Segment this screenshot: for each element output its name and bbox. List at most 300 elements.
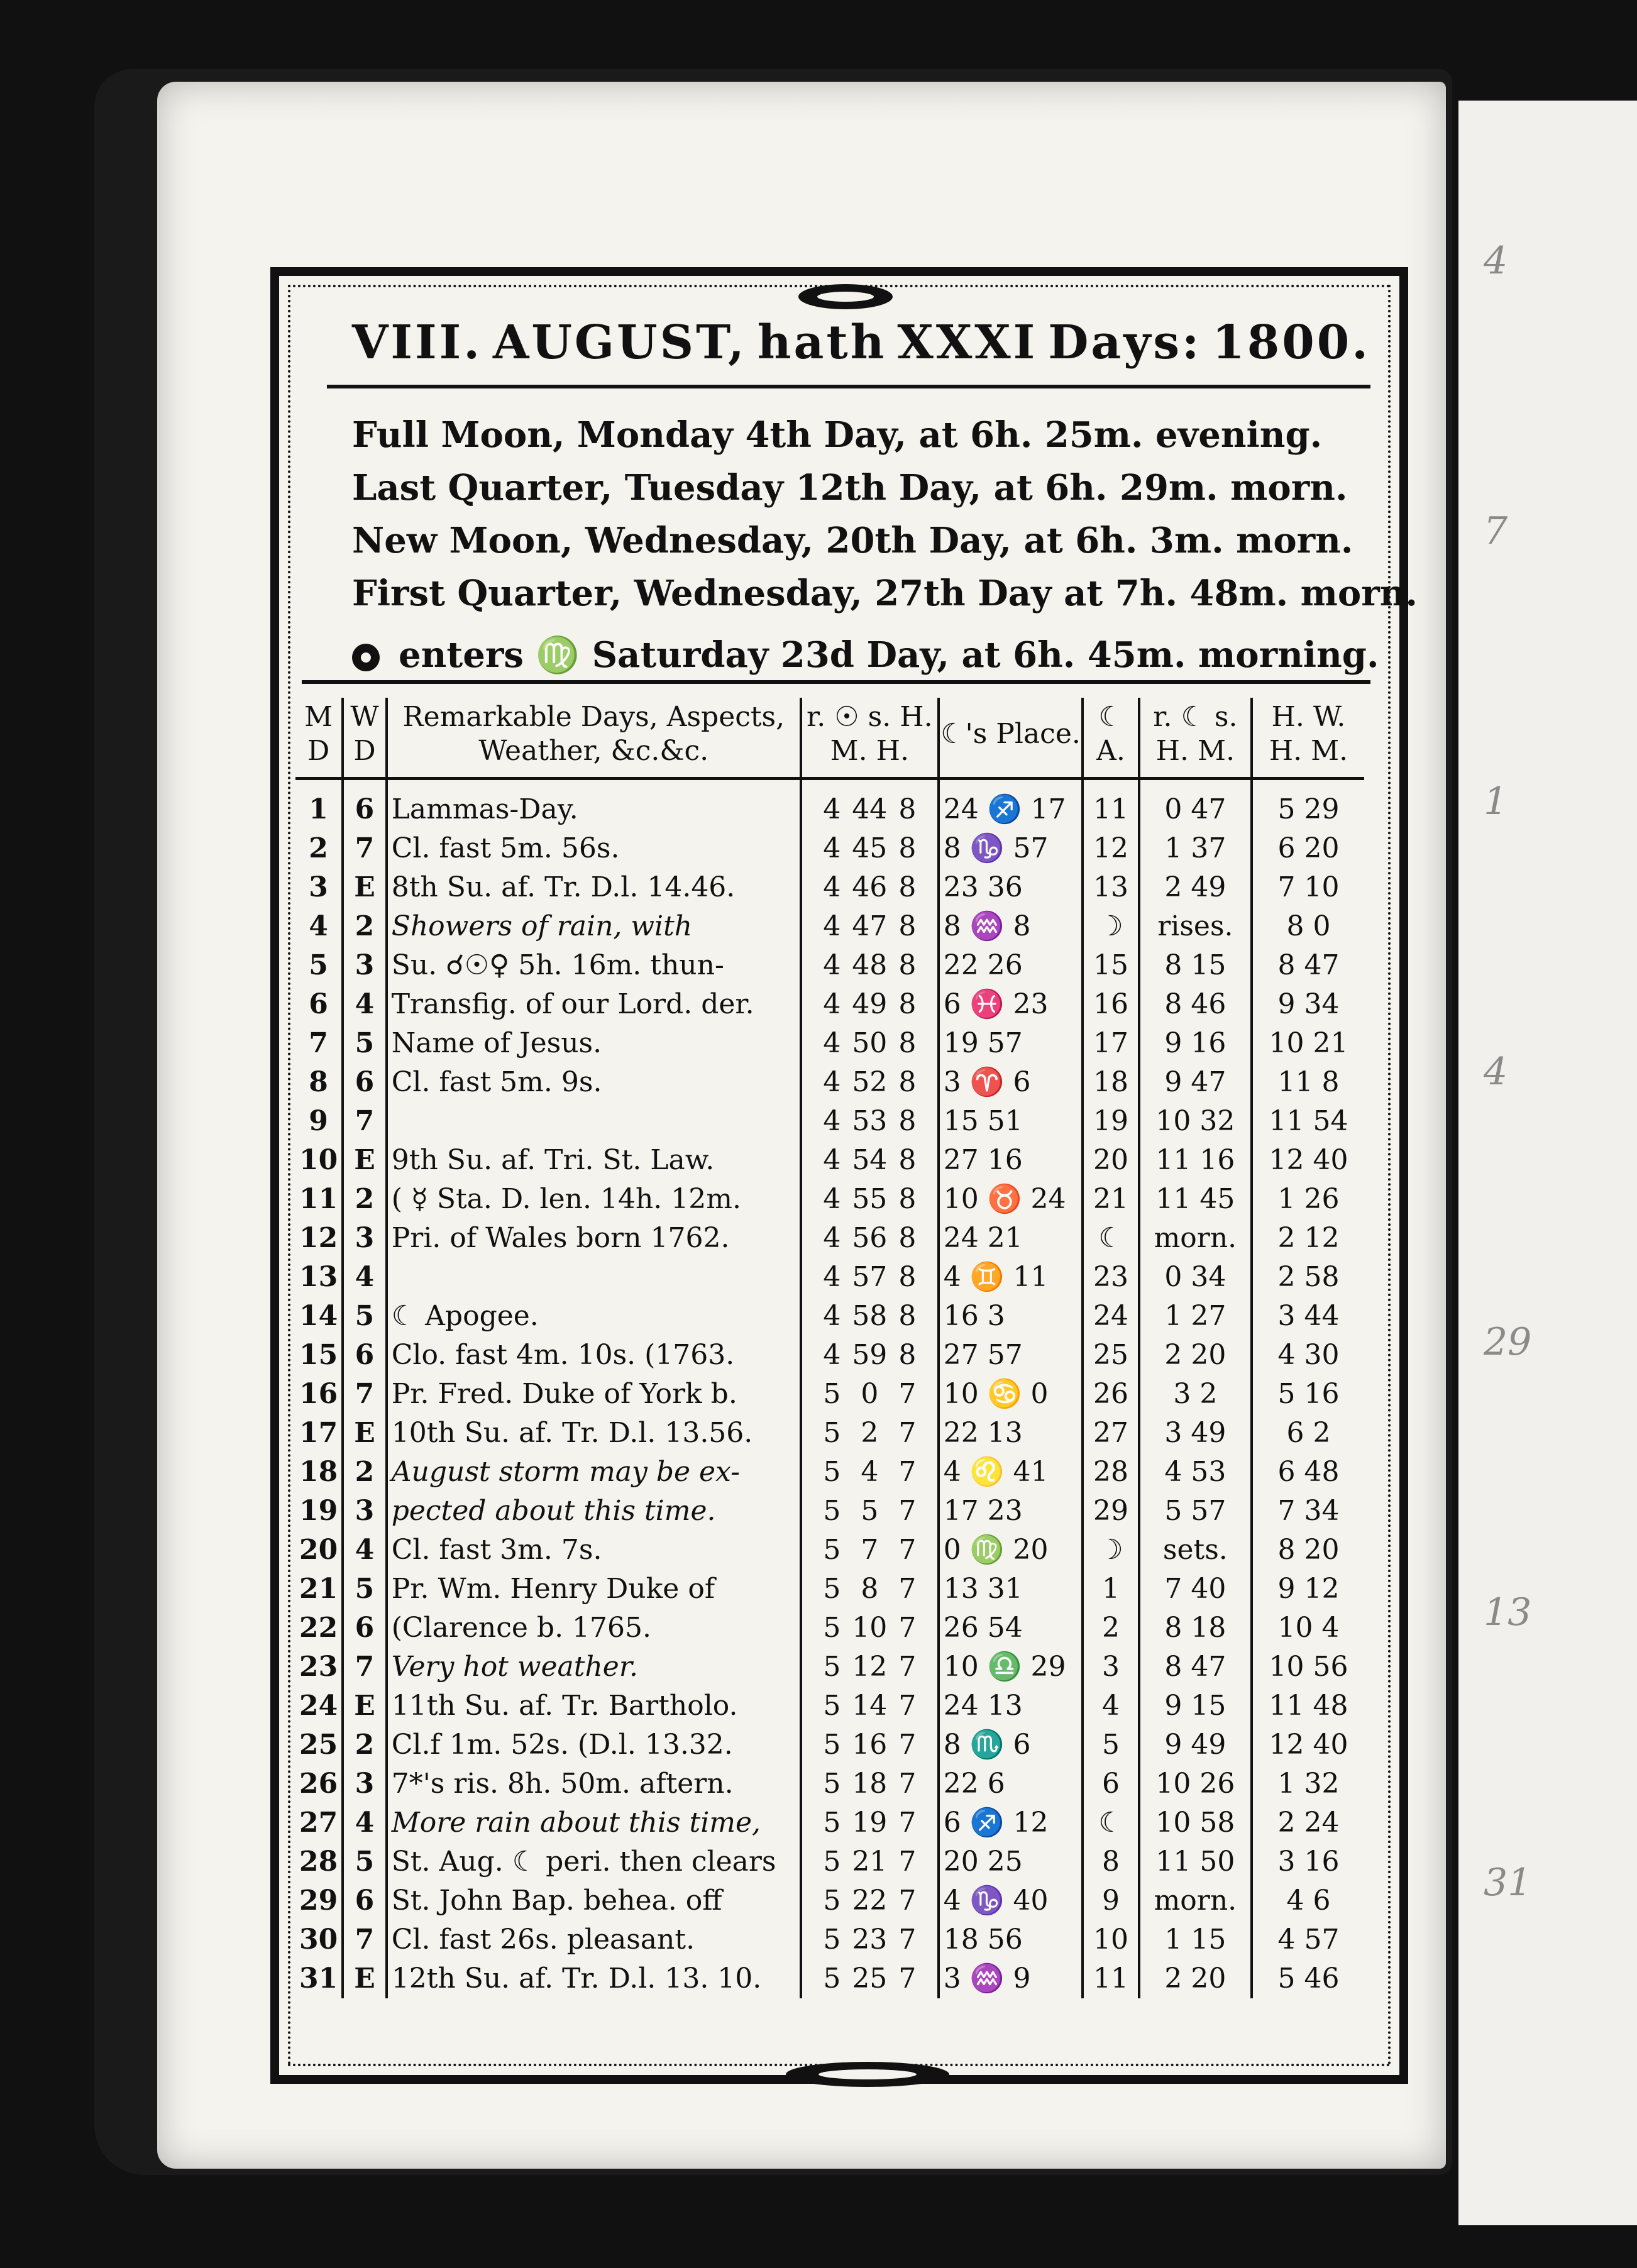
day-of-month: 24 [295, 1687, 343, 1726]
day-of-month: 27 [295, 1803, 343, 1842]
moon-age-cell: 19 [1083, 1102, 1139, 1141]
moon-rise-set-cell: 1 15 [1139, 1920, 1252, 1959]
remark-cell: August storm may be ex- [387, 1453, 801, 1492]
moon-age-cell: ☾ [1083, 1219, 1139, 1258]
sunrise-minute: 5 [861, 1495, 879, 1527]
high-water-cell: 10 21 [1269, 1027, 1348, 1059]
sunrise-minute: 19 [852, 1807, 888, 1839]
moon-rise-set-cell: 9 16 [1139, 1024, 1252, 1063]
sun-cell [801, 1881, 939, 1920]
sunrise-hour: 4 [823, 1066, 841, 1098]
day-of-week: 3 [343, 1492, 386, 1531]
day-of-month: 2 [295, 829, 343, 868]
day-of-month: 26 [295, 1764, 343, 1803]
high-water-cell: 5 29 [1277, 793, 1340, 825]
sunset-hour: 8 [898, 1339, 917, 1371]
moon-place-cell: 3 ♒ 9 [939, 1959, 1083, 1998]
moon-rise-set-cell: 4 53 [1139, 1453, 1252, 1492]
remark-cell: Cl.f 1m. 52s. (D.l. 13.32. [387, 1726, 801, 1764]
moon-age-cell: 13 [1083, 868, 1139, 907]
moon-rise-set-cell: 1 27 [1139, 1297, 1252, 1336]
day-of-week: E [343, 868, 386, 907]
facing-page-mark: 13 [1484, 1590, 1532, 1634]
sun-entry-line [352, 629, 1377, 681]
day-of-month: 8 [295, 1063, 343, 1102]
sunset-hour: 8 [898, 1222, 917, 1254]
day-of-week: E [343, 1141, 386, 1180]
day-of-week: 2 [343, 907, 386, 946]
remark-cell: Pri. of Wales born 1762. [387, 1219, 801, 1258]
month-number: VIII. [352, 316, 483, 370]
remark-cell: 8th Su. af. Tr. D.l. 14.46. [387, 868, 801, 907]
day-of-month: 28 [295, 1842, 343, 1881]
sunset-hour: 8 [898, 949, 917, 981]
sunset-hour: 7 [898, 1807, 917, 1839]
sunrise-minute: 48 [852, 949, 888, 981]
header-remarks: Remarkable Days, Aspects, Weather, &c.&c. [387, 698, 801, 779]
sunrise-minute: 54 [852, 1144, 888, 1176]
moon-place-cell: 18 56 [939, 1920, 1083, 1959]
day-of-month: 17 [295, 1414, 343, 1453]
sunset-hour: 7 [898, 1729, 917, 1761]
table-row [295, 1920, 1364, 1959]
high-water-cell: 5 46 [1277, 1962, 1340, 1995]
moon-age-cell: ☾ [1083, 1803, 1139, 1842]
sun-cell [801, 1219, 939, 1258]
sunset-hour: 7 [898, 1612, 917, 1644]
header-high-water: H. W. H. M. [1252, 698, 1364, 779]
table-row [295, 1063, 1364, 1102]
day-of-month: 16 [295, 1375, 343, 1414]
high-water-cell: 3 16 [1277, 1846, 1340, 1878]
sunset-hour: 7 [898, 1768, 917, 1800]
day-of-month: 6 [295, 985, 343, 1024]
moon-age-cell: 4 [1083, 1687, 1139, 1726]
sun-cell [801, 1180, 939, 1219]
sunrise-hour: 5 [823, 1534, 841, 1566]
sunset-hour: 8 [898, 871, 917, 903]
moon-rise-set-cell: 2 20 [1139, 1336, 1252, 1375]
day-of-month: 4 [295, 907, 343, 946]
high-water-cell: 2 12 [1277, 1222, 1340, 1254]
sunrise-hour: 4 [823, 988, 841, 1020]
sunrise-minute: 59 [852, 1339, 888, 1371]
year: 1800. [1212, 316, 1370, 370]
day-of-month: 12 [295, 1219, 343, 1258]
sunrise-hour: 4 [823, 832, 841, 864]
day-of-week: 4 [343, 1258, 386, 1297]
sun-cell [801, 1375, 939, 1414]
sunset-hour: 7 [898, 1456, 917, 1488]
high-water-cell: 4 6 [1286, 1885, 1331, 1917]
facing-page-mark: 1 [1484, 779, 1508, 823]
moon-rise-set-cell: 9 15 [1139, 1687, 1252, 1726]
moon-place-cell: 19 57 [939, 1024, 1083, 1063]
facing-page-mark: 31 [1484, 1861, 1532, 1905]
high-water-cell: 5 16 [1277, 1378, 1340, 1410]
sunset-hour: 8 [898, 1183, 917, 1215]
sun-cell [801, 1764, 939, 1803]
day-of-week: 5 [343, 1024, 386, 1063]
sunrise-hour: 5 [823, 1573, 841, 1605]
sunrise-hour: 4 [823, 871, 841, 903]
moon-rise-set-cell: 10 26 [1139, 1764, 1252, 1803]
sunset-hour: 7 [898, 1924, 917, 1956]
sunrise-minute: 8 [861, 1573, 879, 1605]
day-of-week: 7 [343, 1920, 386, 1959]
day-of-week: 6 [343, 1336, 386, 1375]
sunrise-hour: 5 [823, 1456, 841, 1488]
sunrise-minute: 14 [852, 1690, 888, 1722]
sunrise-hour: 4 [823, 1105, 841, 1137]
days-roman: XXXI [897, 316, 1038, 370]
high-water-cell: 3 44 [1277, 1300, 1340, 1332]
moon-rise-set-cell: 0 47 [1139, 779, 1252, 830]
calendar-table [295, 698, 1364, 1998]
sunset-hour: 7 [898, 1534, 917, 1566]
remark-cell: 11th Su. af. Tr. Bartholo. [387, 1687, 801, 1726]
day-of-week: 2 [343, 1453, 386, 1492]
sunrise-minute: 2 [861, 1417, 879, 1449]
day-of-week: E [343, 1687, 386, 1726]
high-water-cell: 4 30 [1277, 1339, 1340, 1371]
moon-rise-set-cell: 7 40 [1139, 1570, 1252, 1609]
sun-cell [801, 985, 939, 1024]
remark-cell: Cl. fast 3m. 7s. [387, 1531, 801, 1570]
moon-place-cell: 8 ♏ 6 [939, 1726, 1083, 1764]
moon-rise-set-cell: 1 37 [1139, 829, 1252, 868]
remark-cell: Lammas-Day. [387, 779, 801, 830]
day-of-week: 4 [343, 1531, 386, 1570]
day-of-month: 18 [295, 1453, 343, 1492]
sunrise-minute: 58 [852, 1300, 888, 1332]
sun-cell [801, 1959, 939, 1998]
day-of-month: 19 [295, 1492, 343, 1531]
moon-age-cell: 28 [1083, 1453, 1139, 1492]
high-water-cell: 10 4 [1277, 1612, 1340, 1644]
moon-age-cell: 29 [1083, 1492, 1139, 1531]
sunset-hour: 7 [898, 1846, 917, 1878]
day-of-week: 7 [343, 829, 386, 868]
sunrise-hour: 5 [823, 1807, 841, 1839]
moon-rise-set-cell: morn. [1139, 1219, 1252, 1258]
remark-cell: Transfig. of our Lord. der. [387, 985, 801, 1024]
moon-age-cell: 20 [1083, 1141, 1139, 1180]
table-row [295, 1141, 1364, 1180]
hath-word: hath [757, 316, 887, 370]
phase-new-moon: New Moon, Wednesday, 20th Day, at 6h. 3m. morn. [352, 520, 1353, 561]
day-of-month: 14 [295, 1297, 343, 1336]
high-water-cell: 4 57 [1277, 1924, 1340, 1956]
sunrise-hour: 5 [823, 1924, 841, 1956]
table-row [295, 1726, 1364, 1764]
moon-rise-set-cell: 10 32 [1139, 1102, 1252, 1141]
high-water-cell: 12 40 [1269, 1144, 1348, 1176]
high-water-cell: 8 47 [1277, 949, 1340, 981]
sunset-hour: 7 [898, 1378, 917, 1410]
high-water-cell: 8 20 [1277, 1534, 1340, 1566]
sunset-hour: 8 [898, 988, 917, 1020]
table-row [295, 907, 1364, 946]
facing-page-mark: 4 [1484, 1050, 1508, 1094]
sunrise-minute: 57 [852, 1261, 888, 1293]
day-of-week: 6 [343, 1609, 386, 1648]
sun-cell [801, 1024, 939, 1063]
remark-cell: Pr. Wm. Henry Duke of [387, 1570, 801, 1609]
remark-cell: 12th Su. af. Tr. D.l. 13. 10. [387, 1959, 801, 1998]
high-water-cell: 10 56 [1269, 1651, 1348, 1683]
sunrise-hour: 5 [823, 1846, 841, 1878]
sunrise-minute: 4 [861, 1456, 879, 1488]
table-row [295, 1842, 1364, 1881]
phase-full-moon: Full Moon, Monday 4th Day, at 6h. 25m. evening. [352, 414, 1323, 456]
moon-age-cell: 18 [1083, 1063, 1139, 1102]
sunrise-minute: 47 [852, 910, 888, 942]
remark-cell: Cl. fast 26s. pleasant. [387, 1920, 801, 1959]
day-of-week: 2 [343, 1180, 386, 1219]
moon-place-cell: 10 ♉ 24 [939, 1180, 1083, 1219]
sun-cell [801, 1726, 939, 1764]
moon-age-cell: 9 [1083, 1881, 1139, 1920]
moon-rise-set-cell: 2 49 [1139, 868, 1252, 907]
moon-place-cell: 22 26 [939, 946, 1083, 985]
header-wd: W D [343, 698, 386, 779]
day-of-month: 21 [295, 1570, 343, 1609]
moon-place-cell: 15 51 [939, 1102, 1083, 1141]
day-of-week: 3 [343, 1219, 386, 1258]
moon-place-cell: 27 16 [939, 1141, 1083, 1180]
day-of-month: 9 [295, 1102, 343, 1141]
sunrise-hour: 4 [823, 1300, 841, 1332]
table-row [295, 985, 1364, 1024]
high-water-cell: 6 20 [1277, 832, 1340, 864]
moon-age-cell: 21 [1083, 1180, 1139, 1219]
moon-age-cell: 8 [1083, 1842, 1139, 1881]
sunset-hour: 8 [898, 1105, 917, 1137]
sun-icon [352, 644, 380, 671]
moon-place-cell: 16 3 [939, 1297, 1083, 1336]
table-row [295, 1492, 1364, 1531]
sun-cell [801, 1803, 939, 1842]
table-row [295, 1570, 1364, 1609]
high-water-cell: 1 32 [1277, 1768, 1340, 1800]
sunset-hour: 8 [898, 910, 917, 942]
remark-cell: Showers of rain, with [387, 907, 801, 946]
table-row [295, 1803, 1364, 1842]
sunrise-hour: 5 [823, 1612, 841, 1644]
moon-age-cell: 5 [1083, 1726, 1139, 1764]
remark-cell: Cl. fast 5m. 9s. [387, 1063, 801, 1102]
remark-cell: Pr. Fred. Duke of York b. [387, 1375, 801, 1414]
remark-cell: 7*'s ris. 8h. 50m. aftern. [387, 1764, 801, 1803]
high-water-cell: 9 12 [1277, 1573, 1340, 1605]
moon-place-cell: 13 31 [939, 1570, 1083, 1609]
sunrise-hour: 4 [823, 1339, 841, 1371]
sunrise-hour: 4 [823, 910, 841, 942]
sunrise-hour: 5 [823, 1962, 841, 1995]
sunrise-hour: 4 [823, 1222, 841, 1254]
moon-place-cell: 26 54 [939, 1609, 1083, 1648]
table-row [295, 1258, 1364, 1297]
high-water-cell: 2 24 [1277, 1807, 1340, 1839]
table-row [295, 1453, 1364, 1492]
day-of-week: 3 [343, 946, 386, 985]
moon-place-cell: 6 ♐ 12 [939, 1803, 1083, 1842]
title-rule [327, 385, 1370, 388]
remark-cell [387, 1258, 801, 1297]
table-row [295, 1609, 1364, 1648]
sun-cell [801, 1570, 939, 1609]
sun-cell [801, 1687, 939, 1726]
moon-rise-set-cell: 3 2 [1139, 1375, 1252, 1414]
moon-age-cell: 16 [1083, 985, 1139, 1024]
sunrise-hour: 4 [823, 949, 841, 981]
sunrise-hour: 5 [823, 1495, 841, 1527]
table-row [295, 868, 1364, 907]
moon-place-cell: 10 ♋ 0 [939, 1375, 1083, 1414]
high-water-cell: 2 58 [1277, 1261, 1340, 1293]
day-of-week: 6 [343, 779, 386, 830]
high-water-cell: 6 2 [1286, 1417, 1331, 1449]
moon-age-cell: 25 [1083, 1336, 1139, 1375]
sunrise-minute: 53 [852, 1105, 888, 1137]
moon-place-cell: 23 36 [939, 868, 1083, 907]
moon-rise-set-cell: 8 18 [1139, 1609, 1252, 1648]
moon-age-cell: 3 [1083, 1648, 1139, 1687]
moon-rise-set-cell: 3 49 [1139, 1414, 1252, 1453]
moon-place-cell: 24 13 [939, 1687, 1083, 1726]
remark-cell: Clo. fast 4m. 10s. (1763. [387, 1336, 801, 1375]
remark-cell: St. John Bap. behea. off [387, 1881, 801, 1920]
sunrise-hour: 4 [823, 1183, 841, 1215]
sun-cell [801, 1842, 939, 1881]
day-of-week: 3 [343, 1764, 386, 1803]
high-water-cell: 11 54 [1269, 1105, 1348, 1137]
high-water-cell: 7 34 [1277, 1495, 1340, 1527]
sun-cell [801, 1609, 939, 1648]
moon-rise-set-cell: 11 45 [1139, 1180, 1252, 1219]
sunrise-minute: 7 [861, 1534, 879, 1566]
sunset-hour: 7 [898, 1962, 917, 1995]
table-row [295, 1764, 1364, 1803]
day-of-week: E [343, 1414, 386, 1453]
sunset-hour: 7 [898, 1690, 917, 1722]
table-row [295, 1531, 1364, 1570]
sunrise-minute: 21 [852, 1846, 888, 1878]
header-age: ☾ A. [1083, 698, 1139, 779]
day-of-month: 7 [295, 1024, 343, 1063]
sunrise-minute: 50 [852, 1027, 888, 1059]
sunrise-minute: 49 [852, 988, 888, 1020]
sunrise-minute: 23 [852, 1924, 888, 1956]
moon-rise-set-cell: morn. [1139, 1881, 1252, 1920]
remark-cell: Name of Jesus. [387, 1024, 801, 1063]
remark-cell: More rain about this time, [387, 1803, 801, 1842]
high-water-cell: 6 48 [1277, 1456, 1340, 1488]
sunrise-minute: 18 [852, 1768, 888, 1800]
remark-cell: (Clarence b. 1765. [387, 1609, 801, 1648]
day-of-week: E [343, 1959, 386, 1998]
moon-place-cell: 17 23 [939, 1492, 1083, 1531]
sun-cell [801, 1453, 939, 1492]
table-row [295, 946, 1364, 985]
sunrise-minute: 46 [852, 871, 888, 903]
sunset-hour: 8 [898, 832, 917, 864]
header-md: M D [295, 698, 343, 779]
table-row [295, 1336, 1364, 1375]
moon-age-cell: 15 [1083, 946, 1139, 985]
sunrise-hour: 5 [823, 1885, 841, 1917]
day-of-month: 1 [295, 779, 343, 830]
moon-rise-set-cell: 11 50 [1139, 1842, 1252, 1881]
high-water-cell: 1 26 [1277, 1183, 1340, 1215]
day-of-week: 7 [343, 1102, 386, 1141]
day-of-week: 2 [343, 1726, 386, 1764]
sunset-hour: 7 [898, 1885, 917, 1917]
moon-rise-set-cell: 9 49 [1139, 1726, 1252, 1764]
moon-place-cell: 4 ♑ 40 [939, 1881, 1083, 1920]
moon-age-cell: 11 [1083, 779, 1139, 830]
moon-rise-set-cell: rises. [1139, 907, 1252, 946]
header-place: ☾'s Place. [939, 698, 1083, 779]
sun-cell [801, 1336, 939, 1375]
table-row [295, 1881, 1364, 1920]
moon-place-cell: 4 ♊ 11 [939, 1258, 1083, 1297]
table-row [295, 1414, 1364, 1453]
moon-rise-set-cell: 5 57 [1139, 1492, 1252, 1531]
sun-cell [801, 1141, 939, 1180]
moon-place-cell: 3 ♈ 6 [939, 1063, 1083, 1102]
moon-place-cell: 24 21 [939, 1219, 1083, 1258]
day-of-week: 6 [343, 1881, 386, 1920]
sun-cell [801, 1102, 939, 1141]
moon-age-cell: 1 [1083, 1570, 1139, 1609]
facing-page [1458, 101, 1637, 2225]
remark-cell: 10th Su. af. Tr. D.l. 13.56. [387, 1414, 801, 1453]
day-of-month: 29 [295, 1881, 343, 1920]
moon-age-cell: 23 [1083, 1258, 1139, 1297]
moon-place-cell: 22 6 [939, 1764, 1083, 1803]
table-row [295, 1687, 1364, 1726]
moon-phases [352, 409, 1418, 681]
sunrise-hour: 5 [823, 1378, 841, 1410]
day-of-week: 4 [343, 1803, 386, 1842]
sunset-hour: 8 [898, 1066, 917, 1098]
high-water-cell: 11 8 [1277, 1066, 1340, 1098]
day-of-month: 15 [295, 1336, 343, 1375]
table-header-row [295, 698, 1364, 779]
table-row [295, 1375, 1364, 1414]
moon-age-cell: 24 [1083, 1297, 1139, 1336]
sunset-hour: 8 [898, 1261, 917, 1293]
table-row [295, 1959, 1364, 1998]
sunrise-minute: 10 [852, 1612, 888, 1644]
moon-age-cell: ☽ [1083, 907, 1139, 946]
days-label: Days: [1048, 316, 1202, 370]
high-water-cell: 9 34 [1277, 988, 1340, 1020]
moon-place-cell: 4 ♌ 41 [939, 1453, 1083, 1492]
sunrise-minute: 22 [852, 1885, 888, 1917]
table-row [295, 1102, 1364, 1141]
sunrise-minute: 56 [852, 1222, 888, 1254]
table-row [295, 1297, 1364, 1336]
sunrise-hour: 5 [823, 1690, 841, 1722]
sunrise-hour: 4 [823, 1261, 841, 1293]
bottom-ornament [786, 2062, 949, 2087]
table-row [295, 1648, 1364, 1687]
day-of-week: 4 [343, 985, 386, 1024]
sunrise-hour: 5 [823, 1729, 841, 1761]
